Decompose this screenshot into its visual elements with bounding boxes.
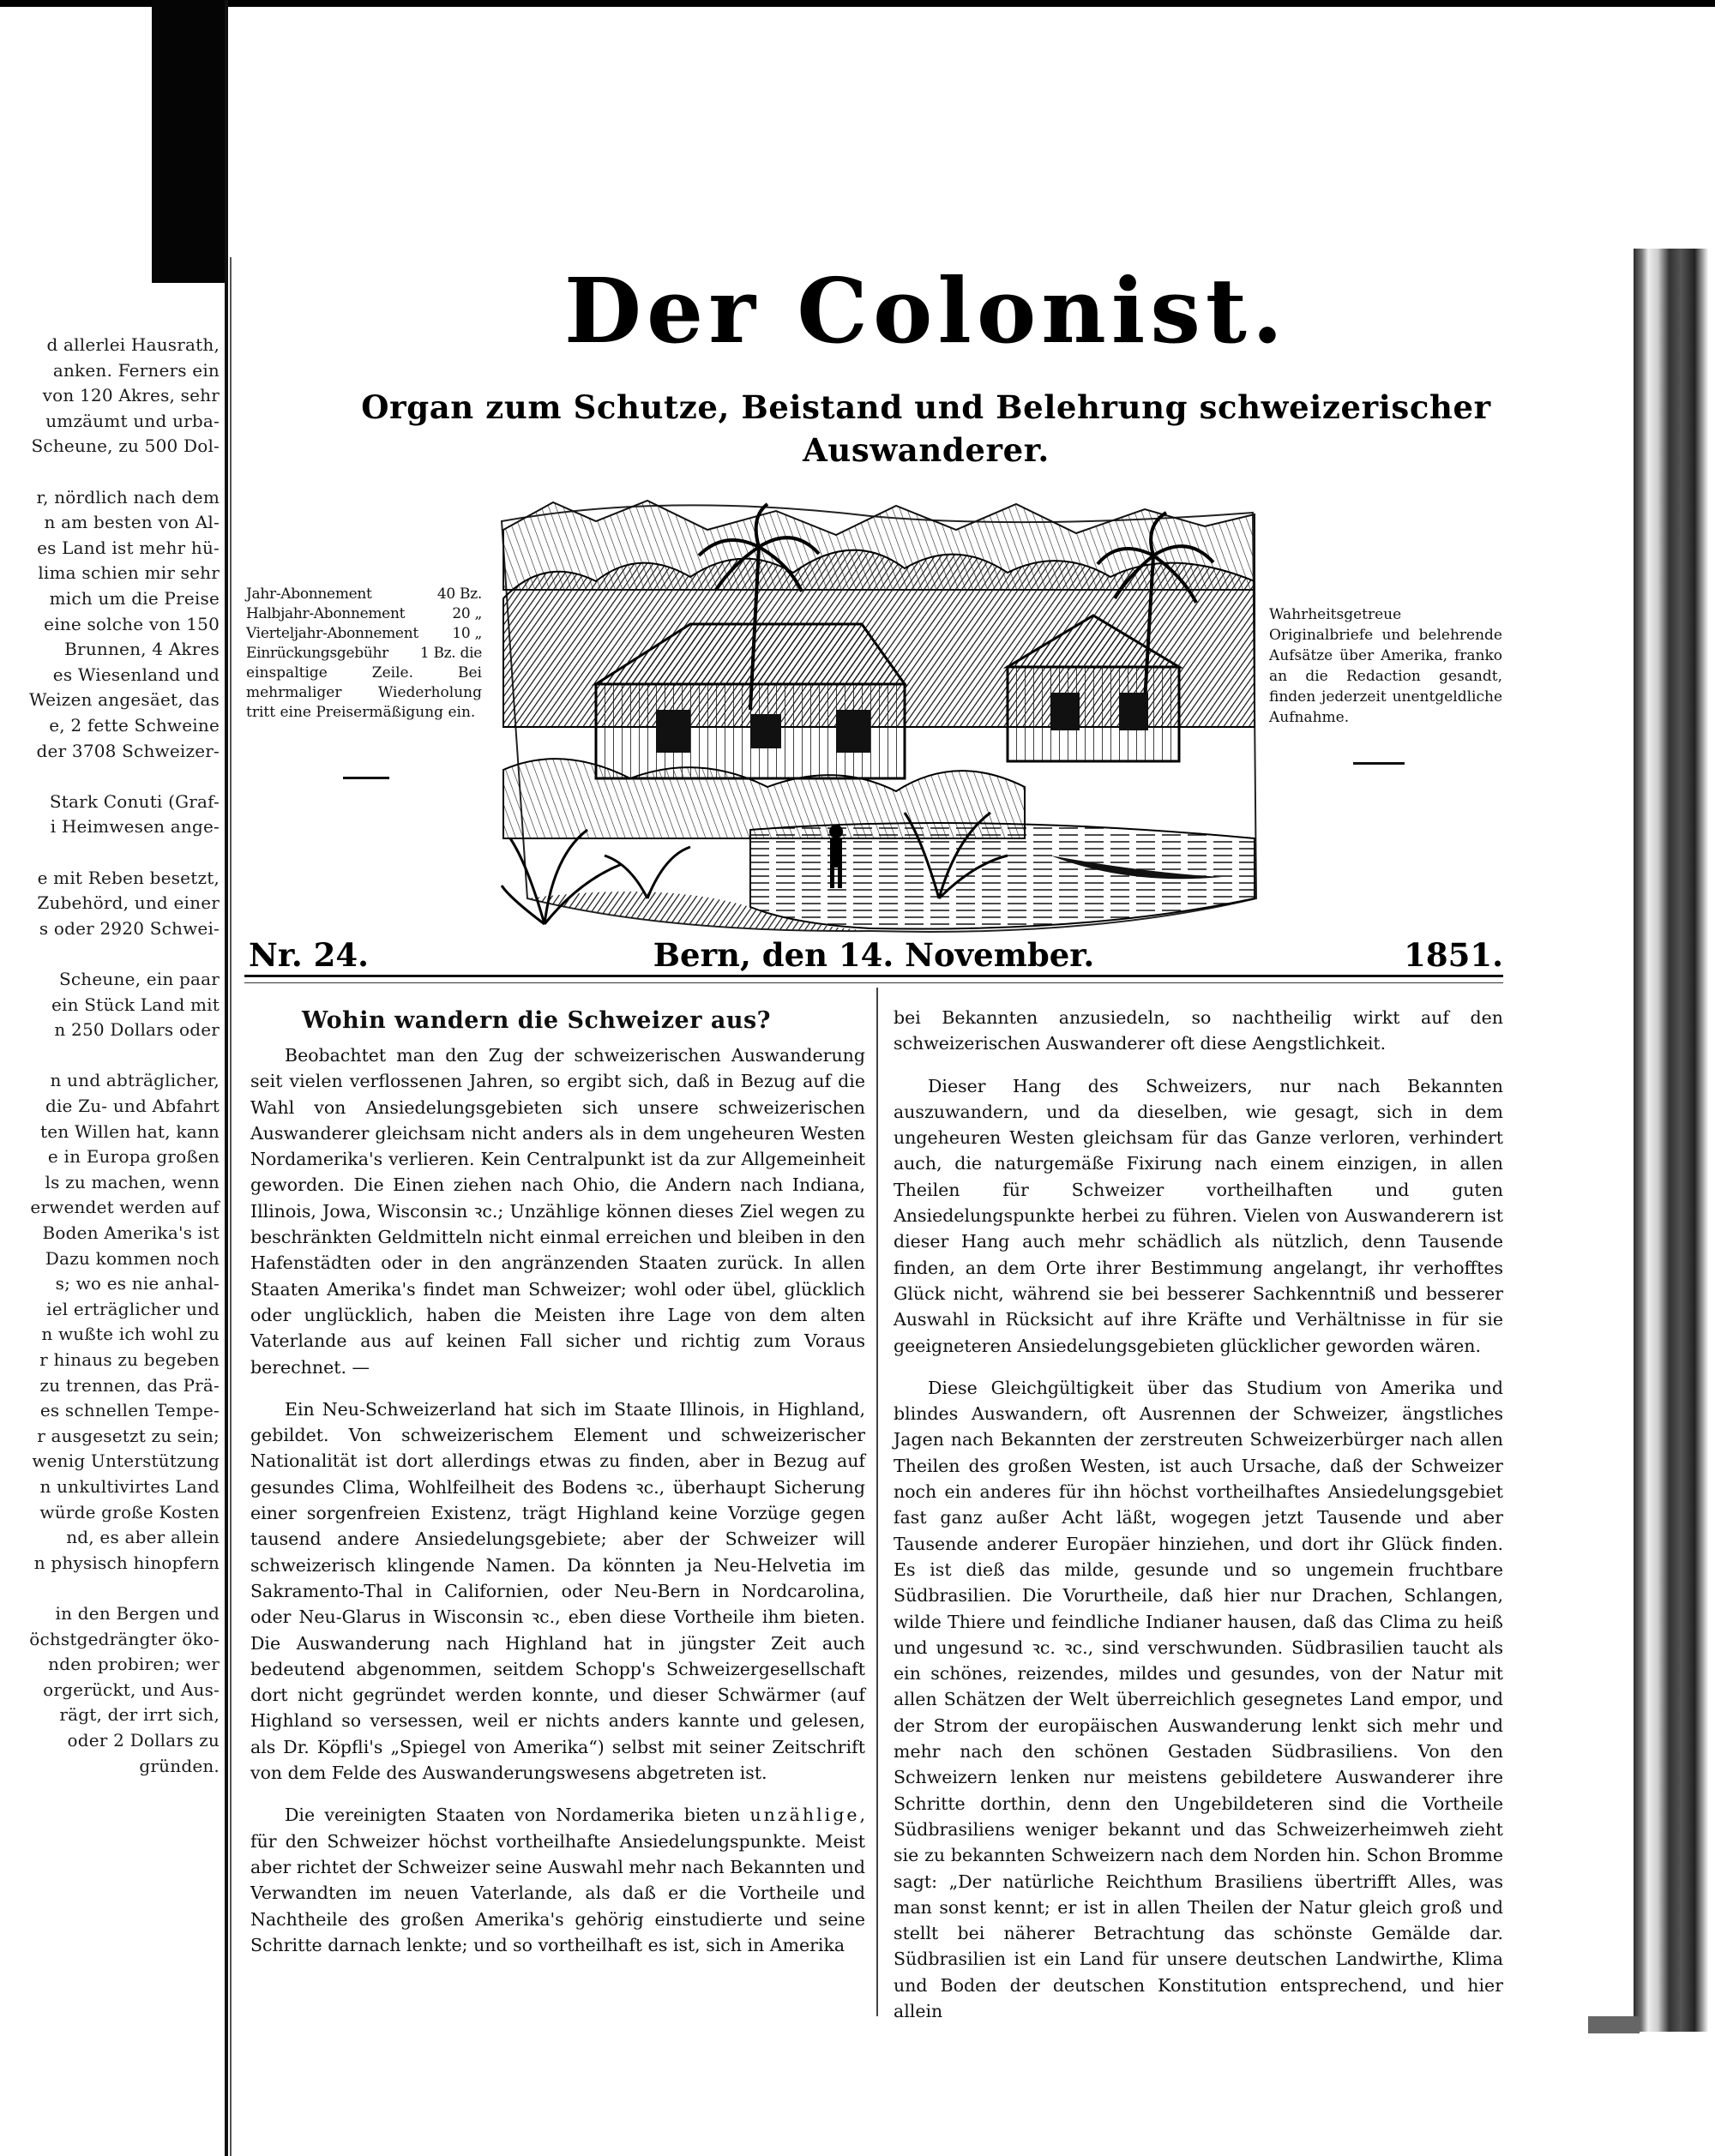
scan-right-edge	[1634, 249, 1715, 2032]
previous-column-line: der 3708 Schweizer-	[36, 740, 220, 761]
article-paragraph: Ein Neu-Schweizerland hat sich im Staate Illinois, in Highland, gebildet. Von schweizerischem Element und schweizerischer Nationalität ist dort allerdings etwas zu finden, aber in Bezug auf gesundes Clima, Wohlfeilheit des Bodens ꝛc., überhaupt Sicherung einer sorgenfreien Existenz, trägt Highland keine Vorzüge gegen tausend andere Ansiedelungsgebiete; aber der Schweizer will schweizerisch klingende Namen. Da könnten ja Neu-Helvetia im Sakramento-Thal in Californien, oder Neu-Bern in Nordcarolina, oder Neu-Glarus in Wisconsin ꝛc., eben diese Vortheile ihm bieten. Die Auswanderung nach Highland hat in jüngster Zeit auch bedeutend abgenommen, seitdem Schopp's Schweizergesellschaft dort nicht gegründet werden konnte, und dieser Schwärmer (auf Highland so versessen, weil er nichts anders kannte und gelesen, als Dr. Köpfli's „Spiegel von Amerika“) selbst mit seiner Zeitschrift von dem Felde des Auswanderungswesens abgetreten ist.	[250, 1398, 865, 1784]
previous-column-line: wenig Unterstützung	[32, 1450, 220, 1472]
previous-column-line: n physisch hinopfern	[33, 1552, 220, 1573]
previous-column-line: eine solche von 150	[44, 613, 220, 634]
scan-top-edge	[0, 0, 1715, 7]
previous-column-line: Brunnen, 4 Akres	[64, 639, 220, 660]
previous-column-line: umzäumt und urba-	[45, 410, 220, 431]
previous-column-line: Stark Conuti (Graf-	[49, 790, 220, 812]
editorial-note: Wahrheitsgetreue Originalbriefe und belehrende Aufsätze über Amerika, franko an die Redaction gesandt, finden jederzeit unentgeldliche Aufnahme.	[1269, 606, 1502, 726]
subscription-row	[246, 644, 482, 664]
article-heading: Wohin wandern die Schweizer aus?	[302, 1007, 771, 1034]
subscription-amount: 20 „	[452, 605, 482, 622]
previous-column-line: e in Europa großen	[47, 1146, 220, 1168]
issue-line	[244, 934, 1503, 977]
subscription-amount: 40 Bz.	[436, 586, 482, 603]
subscription-label: Jahr-Abonnement	[246, 586, 372, 603]
previous-page-column	[0, 334, 225, 1877]
previous-column-line: ls zu machen, wenn	[45, 1171, 220, 1192]
previous-column-line: e mit Reben besetzt,	[37, 867, 220, 888]
issue-year: 1851.	[1404, 936, 1503, 974]
previous-column-line: nden probiren; wer	[48, 1654, 220, 1675]
subscription-note: einspaltige Zeile. Bei mehrmaliger Wiederholung tritt eine Preisermäßigung ein.	[246, 664, 482, 721]
subscription-label: Einrückungsgebühr	[246, 645, 388, 662]
previous-column-line: r ausgesetzt zu sein;	[37, 1425, 220, 1446]
subscription-row	[246, 604, 482, 624]
previous-column-line: n und abträglicher,	[50, 1070, 220, 1091]
previous-column-line: Dazu kommen noch	[45, 1247, 220, 1269]
previous-column-line: zu trennen, das Prä-	[39, 1374, 220, 1396]
subscription-amount: 10 „	[452, 625, 482, 642]
previous-column-line: n wußte ich wohl zu	[41, 1324, 220, 1345]
editorial-divider	[1353, 762, 1405, 765]
subscription-amount: 1 Bz. die	[419, 645, 482, 662]
previous-column-line: ten Willen hat, kann	[40, 1120, 220, 1142]
previous-column-line: es schnellen Tempe-	[39, 1400, 220, 1421]
previous-column-line: orgerückt, und Aus-	[43, 1679, 220, 1700]
masthead-title: Der Colonist.	[563, 258, 1289, 363]
gutter-line	[230, 257, 232, 2156]
previous-column-line: gründen.	[139, 1755, 220, 1776]
page-fold-line	[225, 0, 228, 2156]
previous-column-line: Weizen angesäet, das	[29, 689, 220, 711]
article-paragraph	[250, 1802, 865, 1958]
article-paragraph: Beobachtet man den Zug der schweizerischen Auswanderung seit vielen verflossenen Jahren, so ergibt sich, daß in Bezug auf die Wahl von Ansiedelungsgebieten sich unsere schweizerischen Auswanderer gleichsam nicht anders als in dem ungeheuren Westen Nordamerika's verlieren. Kein Centralpunkt ist da zur Allgemeinheit geworden. Die Einen ziehen nach Ohio, die Andern nach Indiana, Illinois, Jowa, Wisconsin ꝛc.; Unzählige können dieses Ziel wegen zu beschränkten Geldmitteln nicht einmal erreichen und bleiben in den Hafenstädten oder in den angränzenden Staaten zurück. In allen Staaten Amerika's findet man Schweizer; wohl oder übel, glücklich oder unglücklich, haben die Meisten ihre Lage von dem alten Vaterlande aus auf keinen Fall sicher und richtig zum Voraus berechnet. —	[250, 1045, 865, 1378]
article-paragraph: bei Bekannten anzusiedeln, so nachtheilig wirkt auf den schweizerischen Auswanderer oft diese Aengstlichkeit.	[894, 1007, 1503, 1054]
previous-column-line: die Zu- und Abfahrt	[45, 1096, 220, 1116]
article-paragraph: Dieser Hang des Schweizers, nur nach Bekannten auszuwandern, und da dieselben, wie gesagt, sich in dem ungeheuren Westen gleichsam für das Ganze verloren, verhindert auch, die naturgemäße Fixirung nach einem einzigen, in allen Theilen für Schweizer vortheilhaften und guten Ansiedelungspunkte herbei zu führen. Vielen von Auswanderern ist dieser Hang auch mehr schädlich als nützlich, denn Tausende finden, an dem Orte ihrer Bestimmung angelangt, ihr verhofftes Glück nicht, während sie bei besserer Sachkenntniß und besserer Auswahl in Rücksicht auf ihre Kräfte und Verhältnisse in für sie geeigneteren Ansiedelungsgebieten glücklicher geworden wären.	[894, 1075, 1503, 1356]
previous-column-line: mich um die Preise	[49, 588, 220, 609]
masthead-subtitle: Organ zum Schutze, Beistand und Belehrung schweizerischer Auswanderer.	[361, 388, 1491, 469]
previous-column-line: es Wiesenland und	[52, 664, 220, 685]
subscription-row	[246, 585, 482, 604]
issue-date: Bern, den 14. November.	[653, 936, 1095, 974]
scan-bottom-edge	[1588, 2016, 1640, 2033]
issue-number: Nr. 24.	[249, 936, 370, 974]
previous-column-line: iel erträglicher und	[46, 1298, 220, 1319]
previous-column-line: oder 2 Dollars zu	[67, 1730, 220, 1751]
subscription-label: Vierteljahr-Abonnement	[246, 625, 418, 642]
subscription-label: Halbjahr-Abonnement	[246, 605, 406, 622]
previous-column-line: es Land ist mehr hü-	[37, 537, 220, 558]
subscription-info	[246, 585, 482, 723]
colony-illustration	[493, 495, 1261, 937]
previous-column-line: s oder 2920 Schwei-	[39, 917, 220, 939]
article-column-left	[250, 1005, 865, 1958]
previous-column-line: n am besten von Al-	[44, 512, 220, 533]
previous-column-line: e, 2 fette Schweine	[49, 715, 220, 736]
previous-column-line: Zubehörd, und einer	[37, 892, 220, 914]
previous-column-line: r, nördlich nach dem	[36, 486, 220, 507]
previous-column-line: lima schien mir sehr	[38, 562, 220, 584]
previous-column-line: Boden Amerika's ist	[42, 1222, 220, 1243]
paragraph-rest: , für den Schweizer höchst vortheilhafte Ansiedelungspunkte. Meist aber richtet der Schweizer seine Auswahl mehr nach Bekannten und Verwandten im neuen Vaterlande, als daß er die Vortheile und Nachtheile des großen Amerika's gehörig einstudierte und seine Schritte darnach lenkte; und so vortheilhaft es ist, sich in Amerika	[250, 1805, 865, 1955]
previous-column-line: rägt, der irrt sich,	[59, 1704, 220, 1726]
previous-column-line: n unkultivirtes Land	[39, 1476, 220, 1497]
previous-column-line: erwendet werden auf	[30, 1197, 220, 1218]
previous-column-line: anken. Ferners ein	[52, 359, 220, 381]
article-paragraph: Diese Gleichgültigkeit über das Studium von Amerika und blindes Auswandern, oft Ausrennen der Schweizer, ängstliches Jagen nach Bekannten der zerstreuten Schweizerbürger nach allen Theilen des großen Westen, ist auch Ursache, daß der Schweizer noch ein anderes für ihn höchst vortheilhaftes Ansiedelungsgebiet fast ganz außer Acht läßt, wogegen jetzt Tausende und aber Tausende anderer Europäer hinziehen, und dort ihr Glück finden. Es ist dieß das milde, gesunde und so ungemein fruchtbare Südbrasilien. Die Vorurtheile, daß hier nur Drachen, Schlangen, wilde Thiere und feindliche Indianer hausen, daß das Clima zu heiß und ungesund ꝛc. ꝛc., sind verschwunden. Südbrasilien taucht als ein schönes, reizendes, mildes und gesundes, von der Natur mit allen Schätzen der Welt überreichlich gesegnetes Land empor, und der Strom der europäischen Auswanderung lenkt sich mehr und mehr nach den schönen Gestaden Südbrasiliens. Von den Schweizern lenken nur meistens gebildetere Auswanderer ihre Schritte dorthin, denn den Ungebildeteren sind die Vortheile Südbrasiliens weniger bekannt und das Schweizerheimweh zieht sie zu bekannten Schweizern nach dem Norden hin. Schon Bromme sagt: „Der natürliche Reichthum Brasiliens übertrifft Alles, was man sonst kennt; er ist in allen Theilen der Natur gleich groß und stellt bei näherer Betrachtung das schönste Gemälde dar. Südbrasilien ist ein Land für unsere deutschen Landwirthe, Klima und Boden der deutschen Konstitution entsprechend, und hier allein	[894, 1377, 1503, 2021]
previous-column-line: ein Stück Land mit	[51, 994, 220, 1015]
header-rule	[244, 975, 1503, 977]
paragraph-lead: Die vereinigten Staaten von Nordamerika bieten	[285, 1805, 741, 1826]
scan-fold-shadow	[152, 0, 226, 283]
previous-column-line: i Heimwesen ange-	[50, 816, 220, 838]
previous-column-line: Scheune, ein paar	[58, 969, 220, 989]
previous-column-line: nd, es aber allein	[66, 1527, 220, 1548]
previous-column-line: Scheune, zu 500 Dol-	[31, 435, 220, 457]
article-column-right	[894, 1005, 1503, 2024]
header-rule-thin	[244, 982, 1503, 983]
subscription-row	[246, 624, 482, 644]
previous-column-line: von 120 Akres, sehr	[42, 385, 220, 406]
subscription-divider	[343, 777, 389, 779]
previous-column-line: d allerlei Hausrath,	[46, 334, 220, 355]
previous-column-line: würde große Kosten	[39, 1501, 220, 1522]
previous-column-line: n 250 Dollars oder	[54, 1019, 220, 1041]
previous-column-line: öchstgedrängter öko-	[29, 1628, 220, 1649]
previous-column-line: in den Bergen und	[55, 1603, 220, 1624]
previous-column-line: s; wo es nie anhal-	[55, 1273, 220, 1294]
previous-column-line: r hinaus zu begeben	[39, 1349, 220, 1370]
emphasis-spaced: unzählige	[749, 1805, 860, 1826]
column-divider	[876, 988, 878, 2016]
